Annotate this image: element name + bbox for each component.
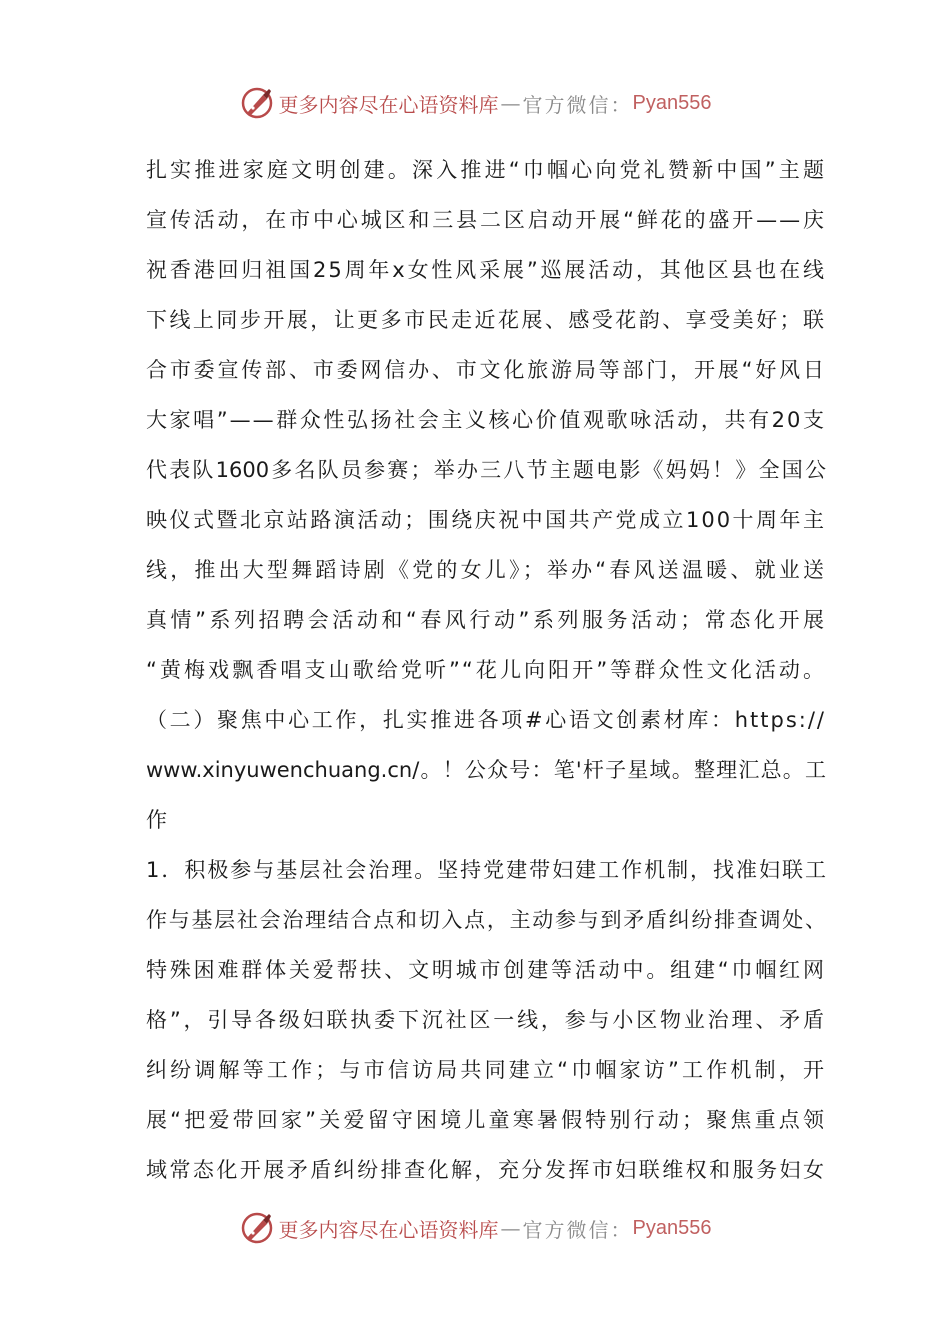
footer-brand-text: 更多内容尽在心语资料库 xyxy=(278,1217,499,1242)
text-line: 展“把爱带回家”关爱留守困境儿童寒暑假特别行动；聚焦重点领 xyxy=(146,1108,826,1132)
text-line: 特殊困难群体关爱帮扶、文明城市创建等活动中。组建“巾帼红网 xyxy=(146,958,826,982)
text-line: 代表队1600多名队员参赛；举办三八节主题电影《妈妈！》全国公 xyxy=(146,458,826,482)
header-wechat-account: Pyan556 xyxy=(632,91,712,114)
text-line: 线，推出大型舞蹈诗剧《党的女儿》；举办“春风送温暖、就业送 xyxy=(146,558,826,582)
pen-nib-logo-icon xyxy=(239,1210,275,1246)
text-line: www.xinyuwenchuang.cn/。！公众号：笔'杆子星域。整理汇总。工 xyxy=(146,758,826,782)
footer-separator: — xyxy=(500,1216,521,1240)
text-line: 格”，引导各级妇联执委下沉社区一线，参与小区物业治理、矛盾 xyxy=(146,1008,826,1032)
header-brand-text: 更多内容尽在心语资料库 xyxy=(278,92,499,117)
text-line: 映仪式暨北京站路演活动；围绕庆祝中国共产党成立100十周年主 xyxy=(146,508,826,532)
footer-wechat-label: 官方微信： xyxy=(522,1217,633,1242)
text-line: “黄梅戏飘香唱支山歌给党听”“花儿向阳开”等群众性文化活动。 xyxy=(146,658,826,682)
text-line: 扎实推进家庭文明创建。深入推进“巾帼心向党礼赞新中国”主题 xyxy=(146,158,826,182)
footer-banner xyxy=(0,1210,950,1246)
text-line: 大家唱”——群众性弘扬社会主义核心价值观歌咏活动，共有20支 xyxy=(146,408,826,432)
header-wechat-label: 官方微信： xyxy=(522,92,633,117)
text-line: （二）聚焦中心工作，扎实推进各项#心语文创素材库：https:// xyxy=(146,708,826,732)
text-line: 真情”系列招聘会活动和“春风行动”系列服务活动；常态化开展 xyxy=(146,608,826,632)
text-line: 作与基层社会治理结合点和切入点，主动参与到矛盾纠纷排查调处、 xyxy=(146,908,826,932)
text-line: 纠纷调解等工作；与市信访局共同建立“巾帼家访”工作机制，开 xyxy=(146,1058,826,1082)
footer-wechat-account: Pyan556 xyxy=(632,1216,712,1239)
document-body xyxy=(146,150,826,1200)
text-line: 1．积极参与基层社会治理。坚持党建带妇建工作机制，找准妇联工 xyxy=(146,858,826,882)
text-line: 合市委宣传部、市委网信办、市文化旅游局等部门，开展“好风日 xyxy=(146,358,826,382)
text-line: 宣传活动，在市中心城区和三县二区启动开展“鲜花的盛开——庆 xyxy=(146,208,826,232)
text-line: 祝香港回归祖国25周年x女性风采展”巡展活动，其他区县也在线 xyxy=(146,258,826,282)
header-separator: — xyxy=(500,91,521,115)
text-line: 下线上同步开展，让更多市民走近花展、感受花韵、享受美好；联 xyxy=(146,308,826,332)
pen-nib-logo-icon xyxy=(239,85,275,121)
text-line: 域常态化开展矛盾纠纷排查化解，充分发挥市妇联维权和服务妇女 xyxy=(146,1158,826,1182)
header-banner xyxy=(0,85,950,121)
text-line: 作 xyxy=(146,808,169,832)
